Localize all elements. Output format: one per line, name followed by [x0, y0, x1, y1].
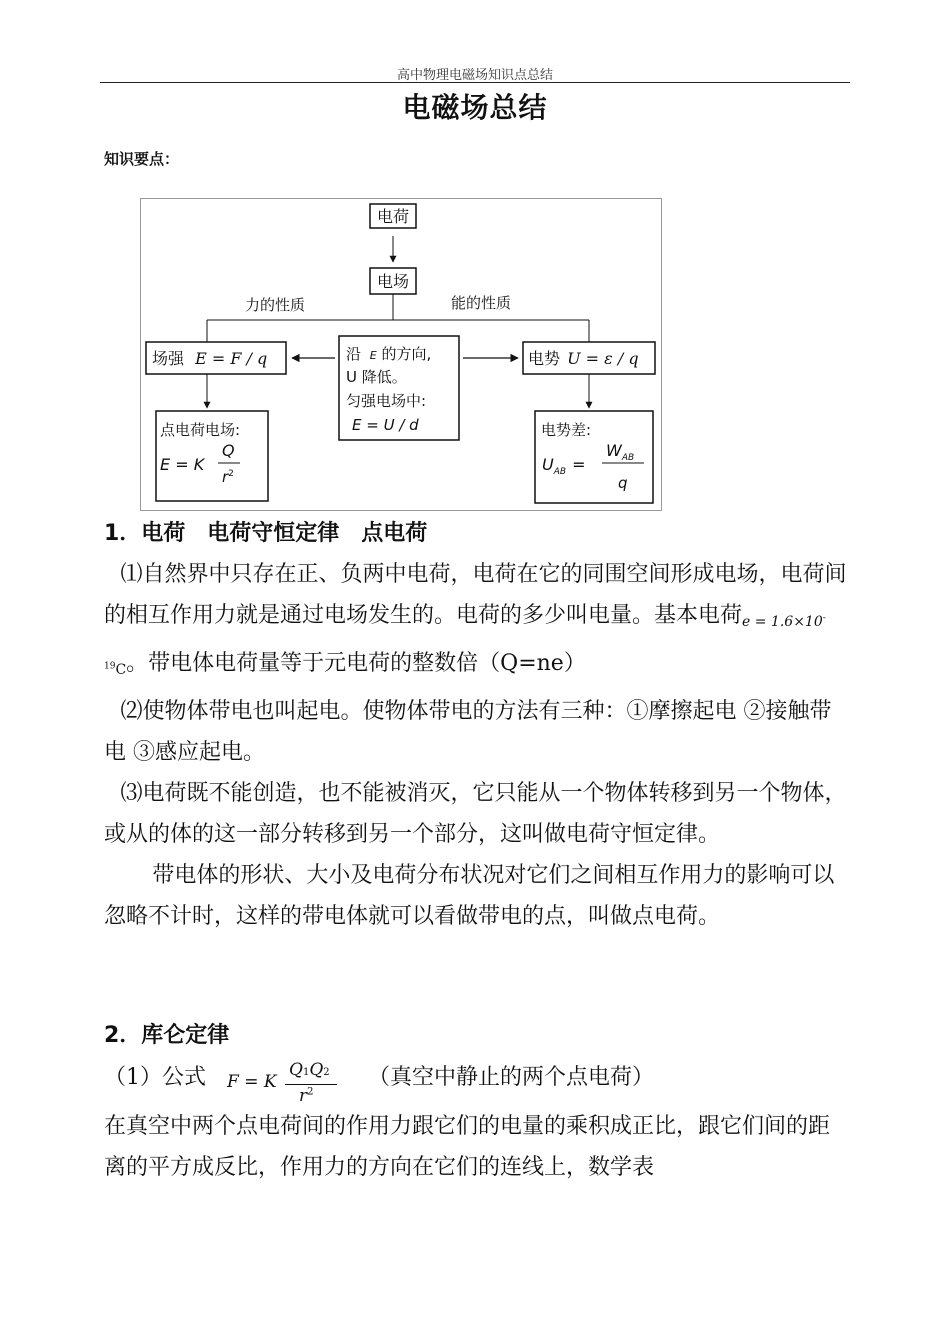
section-1-paragraph-3: ⑶电荷既不能创造，也不能被消灭，它只能从一个物体转移到另一个物体，或从的体的这一部分转移到另一个部分，这叫做电荷守恒定律。	[104, 781, 847, 847]
force-property-label: 力的性质	[245, 296, 306, 314]
elementary-charge-unit: C	[115, 662, 127, 678]
document-title: 电磁场总结	[402, 91, 548, 124]
concept-diagram-svg	[140, 198, 662, 511]
pd-lhs: $U_{AB}$ =	[542, 455, 586, 477]
point-charge-lhs: E = K	[160, 455, 205, 474]
running-header: 高中物理电磁场知识点总结	[396, 68, 553, 83]
point-charge-numerator: Q	[222, 441, 235, 460]
charge-label: 电荷	[376, 207, 410, 226]
coulomb-lhs: F = K	[227, 1072, 277, 1092]
elementary-charge-base: e = 1.6×10	[742, 614, 823, 630]
coulomb-denominator: $r^2$	[299, 1086, 314, 1106]
potential-label: 电势 U = ε / q	[528, 349, 639, 368]
elementary-charge-exponent: -19	[104, 613, 826, 672]
energy-property-label: 能的性质	[451, 294, 512, 312]
section-1-heading: 1．电荷 电荷守恒定律 点电荷	[104, 521, 428, 546]
field-label: 电场	[376, 272, 410, 291]
center-line-2: U 降低。	[346, 368, 407, 386]
header-rule	[100, 82, 850, 83]
pd-denominator: q	[618, 474, 628, 492]
section-1-body	[104, 554, 850, 937]
paragraph-1-tail: 。带电体电荷量等于元电荷的整数倍（Q=ne）	[126, 651, 586, 676]
key-points-label: 知识要点：	[104, 150, 180, 168]
concept-diagram	[140, 198, 662, 511]
coulomb-formula	[227, 1060, 347, 1108]
section-1-paragraph-4: 带电体的形状、大小及电荷分布状况对它们之间相互作用力的影响可以忽略不计时，这样的带电体就可以看做带电的点，叫做点电荷。	[104, 863, 835, 929]
formula-label: （1）公式	[104, 1065, 206, 1090]
coulomb-fraction-bar	[285, 1084, 337, 1085]
center-line-4: E = U / d	[352, 416, 419, 434]
section-1-paragraph-2: ⑵使物体带电也叫起电。使物体带电的方法有三种：①摩擦起电 ②接触带电 ③感应起电。	[104, 699, 832, 765]
formula-note: （真空中静止的两个点电荷）	[368, 1065, 655, 1090]
center-line-1: 沿 E 的方向,	[346, 345, 432, 363]
section-1-paragraph-1	[104, 554, 850, 691]
paragraph-1-text: ⑴自然界中只存在正、负两中电荷，电荷在它的同围空间形成电场，电荷间的相互作用力就是通过电场发生的。电荷的多少叫电量。基本电荷	[104, 562, 847, 628]
point-charge-denominator: $r^2$	[222, 468, 234, 486]
point-charge-label: 点电荷电场:	[160, 421, 241, 439]
field-strength-label: 场强 E = F / q	[152, 349, 268, 368]
coulomb-formula-line	[104, 1060, 654, 1110]
coulomb-numerator: Q1Q2	[289, 1060, 330, 1080]
section-2-body: 在真空中两个点电荷间的作用力跟它们的电量的乘积成正比，跟它们间的距离的平方成反比，作用力的方向在它们的连线上，数学表	[104, 1114, 831, 1180]
section-2-heading: 2．库仑定律	[104, 1023, 230, 1048]
pd-numerator: $W_{AB}$	[606, 441, 635, 463]
center-line-3: 匀强电场中:	[346, 392, 427, 410]
potential-difference-label: 电势差:	[541, 421, 592, 439]
